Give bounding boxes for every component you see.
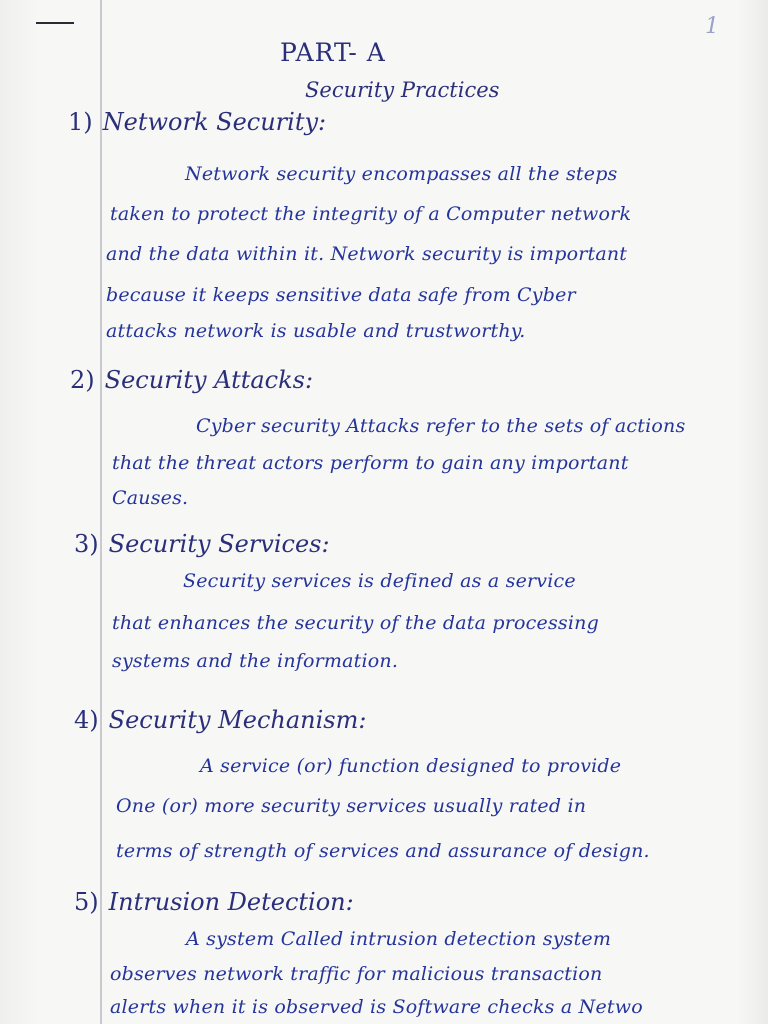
body-line: that enhances the security of the data processing — [112, 612, 599, 634]
body-line: because it keeps sensitive data safe from Cyber — [106, 284, 576, 306]
section-number: 1) — [68, 108, 93, 136]
section-heading — [74, 706, 366, 734]
subtitle: Security Practices — [305, 78, 500, 102]
section-number: 2) — [70, 366, 95, 394]
body-line: attacks network is usable and trustworthy. — [106, 320, 526, 342]
section-title: Intrusion Detection: — [108, 888, 354, 916]
body-line: that the threat actors perform to gain any important — [112, 452, 629, 474]
body-line: A service (or) function designed to provide — [200, 755, 622, 777]
section-title: Security Services: — [108, 530, 330, 558]
section-number: 5) — [74, 888, 99, 916]
body-line: terms of strength of services and assurance of design. — [116, 840, 650, 862]
section-heading — [70, 366, 313, 394]
body-line: taken to protect the integrity of a Computer network — [110, 203, 632, 225]
body-line: Causes. — [112, 487, 189, 509]
body-line: One (or) more security services usually rated in — [116, 795, 587, 817]
section-heading — [68, 108, 326, 136]
body-line: systems and the information. — [112, 650, 399, 672]
section-heading — [74, 530, 330, 558]
body-line: Network security encompasses all the steps — [185, 163, 618, 185]
section-title: Security Mechanism: — [108, 706, 367, 734]
top-dash-mark — [36, 22, 74, 24]
page-number: 1 — [705, 14, 719, 39]
body-line: A system Called intrusion detection system — [186, 928, 612, 950]
section-title: Network Security: — [102, 108, 327, 136]
body-line: Security services is defined as a service — [183, 570, 576, 592]
body-line: Cyber security Attacks refer to the sets of actions — [196, 415, 686, 437]
part-title: PART- A — [280, 38, 386, 67]
section-number: 4) — [74, 706, 99, 734]
body-line: alerts when it is observed is Software checks a Netwo — [110, 996, 643, 1018]
body-line: observes network traffic for malicious transaction — [110, 963, 603, 985]
section-heading — [74, 888, 354, 916]
section-title: Security Attacks: — [104, 366, 314, 394]
section-number: 3) — [74, 530, 99, 558]
body-line: and the data within it. Network security is important — [106, 243, 628, 265]
margin-line — [100, 0, 102, 1024]
